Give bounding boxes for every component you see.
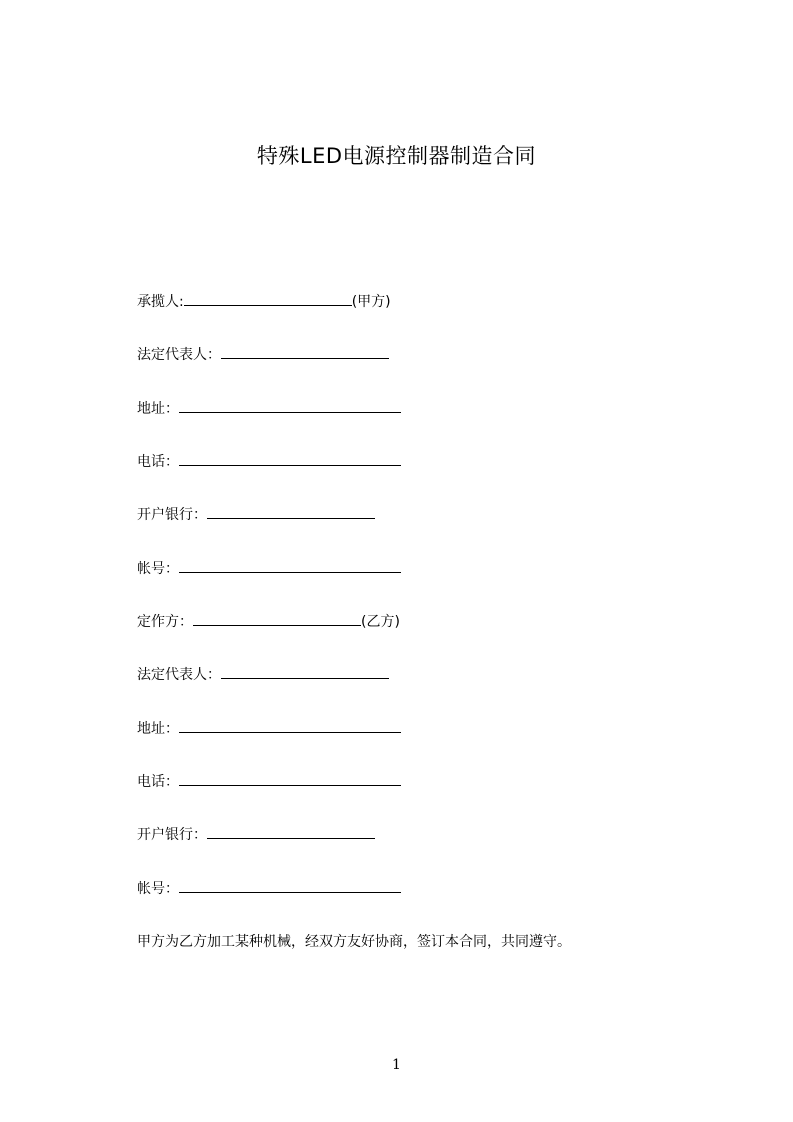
- party-b-representative-label: 法定代表人：: [137, 667, 221, 683]
- party-a-contractor-suffix: (甲方): [351, 294, 391, 310]
- party-a-address-blank[interactable]: [179, 398, 401, 413]
- party-a-representative-label: 法定代表人：: [137, 347, 221, 363]
- party-a-address-line: [137, 398, 401, 419]
- party-b-representative-line: [137, 664, 389, 685]
- party-b-bank-label: 开户银行：: [137, 827, 207, 843]
- party-b-account-line: [137, 878, 401, 899]
- party-a-representative-line: [137, 344, 389, 365]
- party-b-phone-blank[interactable]: [179, 771, 401, 786]
- party-a-contractor-blank[interactable]: [184, 291, 352, 306]
- party-a-address-label: 地址：: [137, 401, 179, 417]
- party-b-orderer-blank[interactable]: [193, 611, 361, 626]
- party-b-account-label: 帐号：: [137, 881, 179, 897]
- party-b-phone-line: [137, 771, 401, 792]
- party-a-phone-line: [137, 451, 401, 472]
- party-b-address-blank[interactable]: [179, 718, 401, 733]
- party-b-account-blank[interactable]: [179, 878, 401, 893]
- party-a-bank-blank[interactable]: [207, 504, 375, 519]
- party-b-bank-blank[interactable]: [207, 824, 375, 839]
- party-a-account-label: 帐号：: [137, 561, 179, 577]
- document-title: 特殊LED电源控制器制造合同: [256, 144, 537, 168]
- contract-clause: 甲方为乙方加工某种机械，经双方友好协商，签订本合同，共同遵守。: [137, 934, 571, 950]
- party-b-address-line: [137, 718, 401, 739]
- party-b-phone-label: 电话：: [137, 774, 179, 790]
- party-a-account-blank[interactable]: [179, 558, 401, 573]
- party-b-address-label: 地址：: [137, 721, 179, 737]
- party-a-contractor-line: [137, 291, 391, 312]
- party-b-bank-line: [137, 824, 375, 845]
- party-a-account-line: [137, 558, 401, 579]
- party-a-bank-label: 开户银行：: [137, 507, 207, 523]
- party-b-representative-blank[interactable]: [221, 664, 389, 679]
- party-a-representative-blank[interactable]: [221, 344, 389, 359]
- party-b-orderer-label: 定作方：: [137, 614, 193, 630]
- party-b-orderer-line: [137, 611, 400, 632]
- party-a-phone-blank[interactable]: [179, 451, 401, 466]
- party-b-orderer-suffix: (乙方): [361, 614, 400, 630]
- party-a-phone-label: 电话：: [137, 454, 179, 470]
- party-a-bank-line: [137, 504, 375, 525]
- party-a-contractor-label: 承揽人:: [137, 294, 184, 310]
- page-number: 1: [392, 1057, 401, 1073]
